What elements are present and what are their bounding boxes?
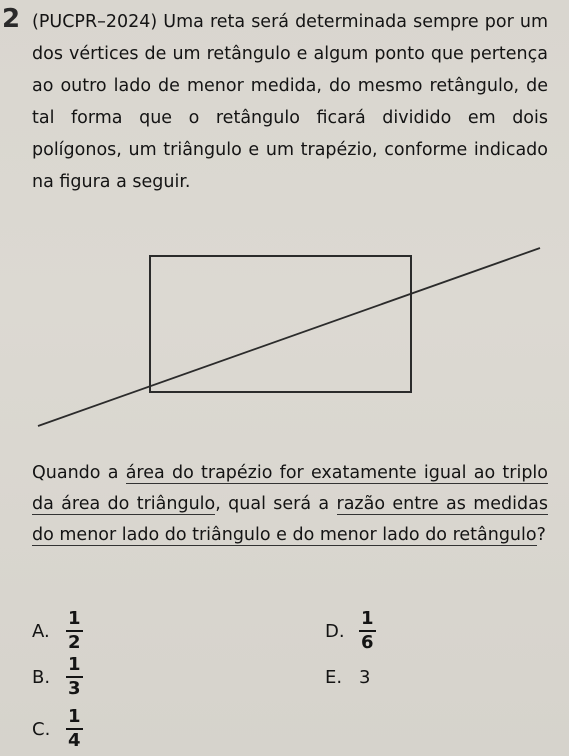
option-c-numerator: 1 <box>66 708 83 730</box>
dividing-line <box>38 248 540 426</box>
option-c-letter: C. <box>32 718 51 740</box>
rectangle-figure <box>0 236 569 446</box>
prompt-part-3: , qual será a <box>215 494 337 514</box>
option-b-denominator: 3 <box>68 678 81 699</box>
prompt-part-1: Quando a <box>32 463 126 483</box>
option-d-numerator: 1 <box>359 610 376 632</box>
option-b[interactable] <box>32 652 83 702</box>
question-number: 2 <box>2 4 21 34</box>
option-a-letter: A. <box>32 620 50 642</box>
option-d-denominator: 6 <box>361 632 374 653</box>
option-e-value: 3 <box>359 666 371 688</box>
option-b-letter: B. <box>32 666 51 688</box>
option-a-denominator: 2 <box>68 632 81 653</box>
option-a[interactable] <box>32 606 83 656</box>
option-e-letter: E. <box>325 666 343 688</box>
option-a-numerator: 1 <box>66 610 83 632</box>
option-c-denominator: 4 <box>68 730 81 751</box>
question-stem: (PUCPR–2024) Uma reta será determinada sempre por um dos vértices de um retângulo e algum ponto que pertença ao outro lado de menor medida, do mesmo retângulo, de tal forma que o retângulo ficará dividido em dois polígonos, um triângulo e um trapézio, conforme indicado na figura a seguir. <box>32 12 548 192</box>
option-d-fraction <box>359 610 376 652</box>
question-prompt <box>32 458 548 551</box>
prompt-underlined-1: área do trapézio for exatamente igual ao triplo da área do triângulo <box>32 463 548 514</box>
option-d-letter: D. <box>325 620 345 642</box>
option-c[interactable] <box>32 704 83 754</box>
option-b-numerator: 1 <box>66 656 83 678</box>
option-d[interactable] <box>325 606 376 656</box>
option-a-fraction <box>66 610 83 652</box>
prompt-underlined-2: razão entre as medidas do menor lado do triângulo e do menor lado do retângulo <box>32 494 548 545</box>
option-c-fraction <box>66 708 83 750</box>
prompt-part-5: ? <box>536 525 546 545</box>
option-e[interactable] <box>325 652 370 702</box>
option-b-fraction <box>66 656 83 698</box>
